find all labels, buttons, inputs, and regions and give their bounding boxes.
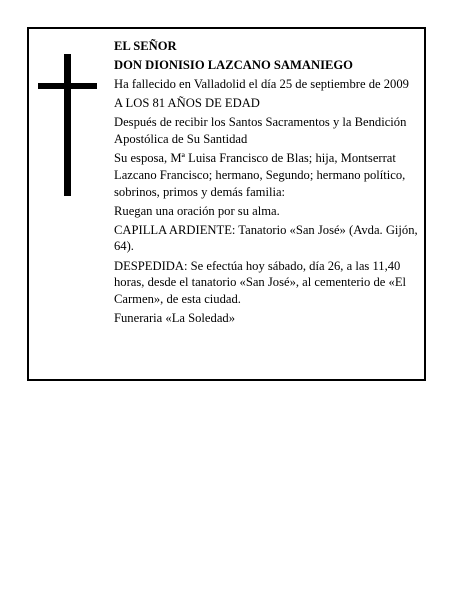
- prayer-request: Ruegan una oración por su alma.: [114, 203, 280, 218]
- cross-icon: [64, 54, 71, 196]
- chapel-info: CAPILLA ARDIENTE: Tanatorio «San José» (Avda. Gijón, 64).: [114, 222, 418, 254]
- cross-icon-crossbar: [38, 83, 97, 89]
- funeral-home: Funeraria «La Soledad»: [114, 311, 235, 326]
- family-line: Su esposa, Mª Luisa Francisco de Blas; hija, Montserrat Lazcano Francisco; hermano, Segundo; hermano político, sobrinos, primos y demás familia:: [114, 151, 406, 199]
- sacraments-line: Después de recibir los Santos Sacramentos y la Bendición Apostólica de Su Santidad: [114, 115, 407, 147]
- title-line-1: EL SEÑOR: [114, 39, 177, 53]
- age-line: A LOS 81 AÑOS DE EDAD: [114, 96, 260, 111]
- farewell-info: DESPEDIDA: Se efectúa hoy sábado, día 26, a las 11,40 horas, desde el tanatorio «San José», al cementerio de «El Carmen», de esta ciudad.: [114, 258, 407, 306]
- death-info: Ha fallecido en Valladolid el día 25 de septiembre de 2009: [114, 77, 409, 92]
- deceased-name: DON DIONISIO LAZCANO SAMANIEGO: [114, 58, 353, 73]
- obituary-text: [114, 38, 430, 329]
